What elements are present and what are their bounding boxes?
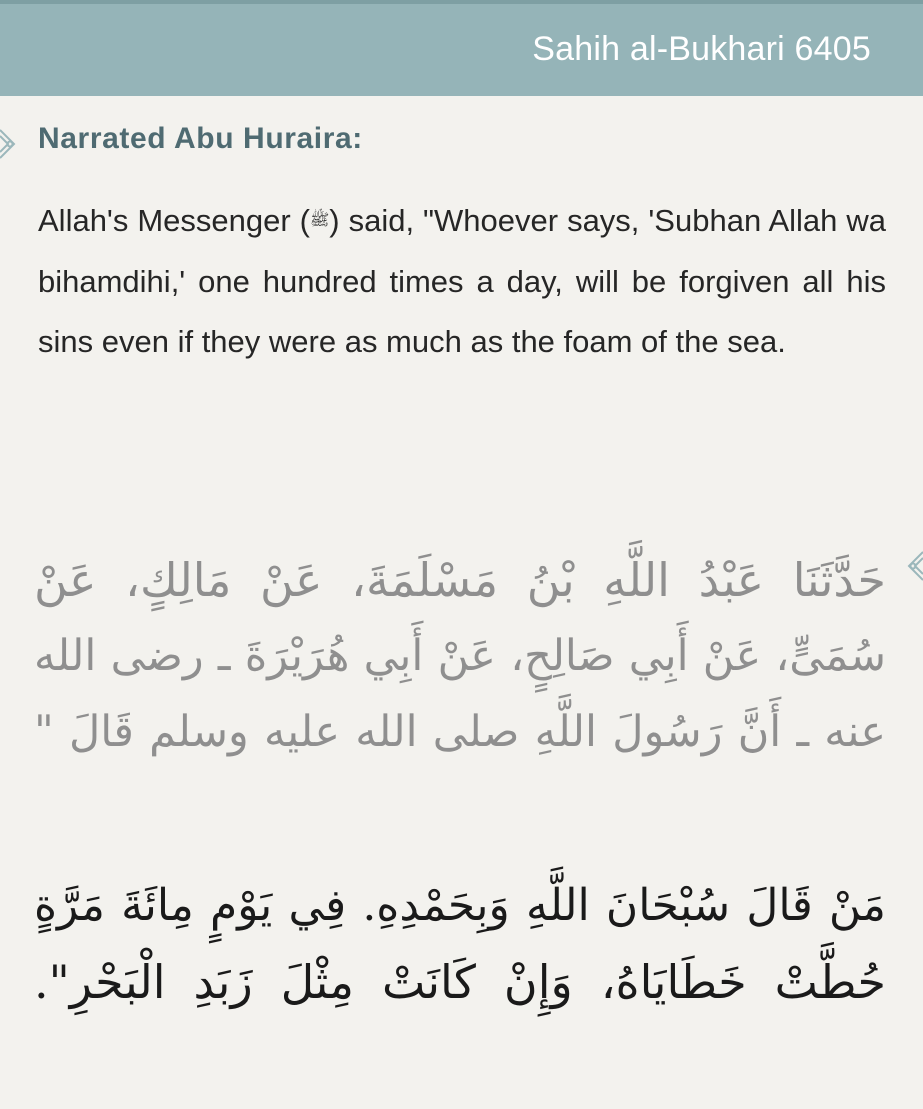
arabic-isnad-chain: [34, 542, 886, 770]
hadith-english-text: [38, 191, 886, 373]
arabic-line: حَدَّثَنَا عَبْدُ اللَّهِ بْنُ مَسْلَمَةَ، عَنْ مَالِكٍ، عَنْ: [34, 553, 886, 607]
star-ornament-icon: [901, 546, 923, 586]
honorific-glyph: ﷺ: [309, 209, 330, 229]
star-ornament-icon: [0, 124, 22, 164]
arabic-matn-text: [34, 868, 886, 1020]
hadith-reference-title: Sahih al-Bukhari 6405: [532, 30, 871, 68]
arabic-line: مَنْ قَالَ سُبْحَانَ اللَّهِ وَبِحَمْدِهِ. فِي يَوْمٍ مِائَةَ مَرَّةٍ: [34, 880, 886, 931]
arabic-line: عنه ـ أَنَّ رَسُولَ اللَّهِ صلى الله عليه وسلم قَالَ ": [34, 707, 886, 757]
header-bar: [0, 0, 923, 96]
english-text-part: ) said, "Whoever says, 'Subhan Allah wa bihamdihi,' one hundred times a day, will be forgiven all his sins even if they were as much as the foam of the sea.: [38, 203, 886, 359]
english-text-part: Allah's Messenger (: [38, 203, 310, 238]
narrator-heading: Narrated Abu Huraira:: [38, 122, 363, 155]
arabic-line: سُمَىٍّ، عَنْ أَبِي صَالِحٍ، عَنْ أَبِي هُرَيْرَةَ ـ رضى الله: [34, 631, 886, 681]
arabic-line: حُطَّتْ خَطَايَاهُ، وَإِنْ كَانَتْ مِثْلَ زَبَدِ الْبَحْرِ".: [34, 955, 886, 1009]
